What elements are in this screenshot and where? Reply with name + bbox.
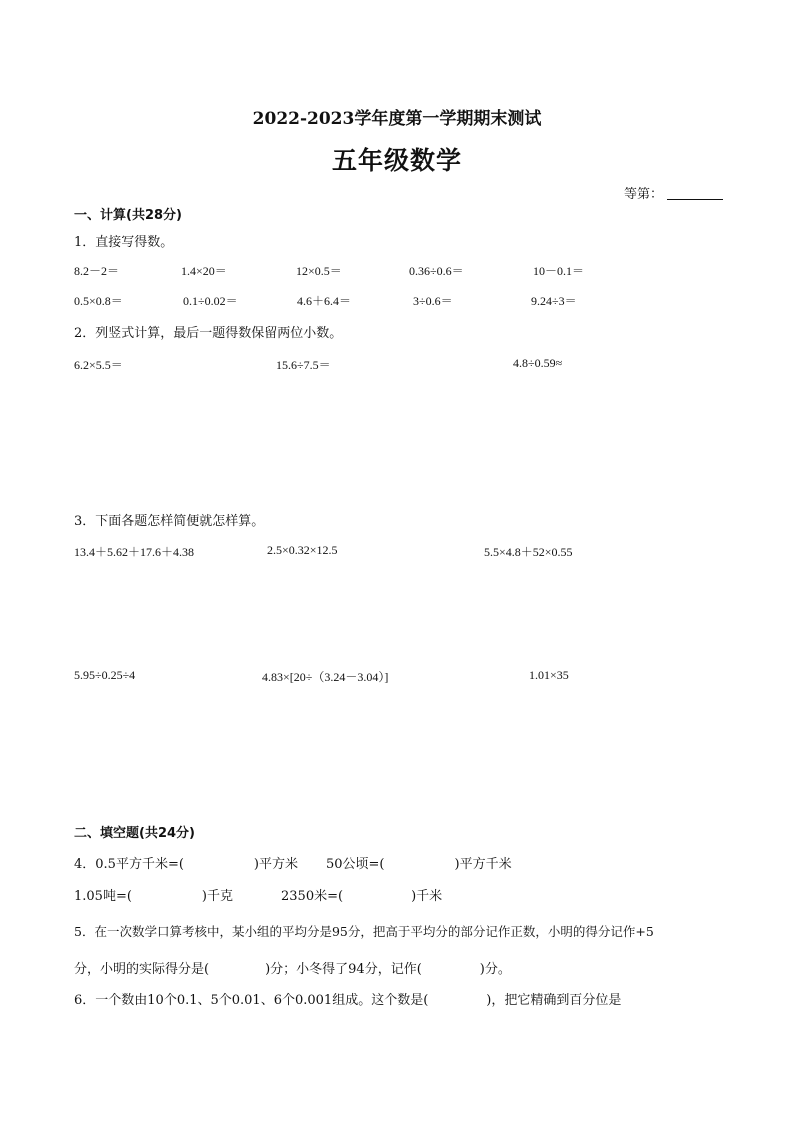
grade-field bbox=[624, 183, 723, 202]
q4-text: 1.05吨=( bbox=[74, 889, 132, 904]
q4-text: 50公顷=( bbox=[326, 857, 385, 872]
vertical-calc-item: 6.2×5.5＝ bbox=[74, 358, 123, 372]
simplify-calc-item: 5.5×4.8＋52×0.55 bbox=[484, 545, 573, 559]
question-4-line-2 bbox=[74, 885, 442, 904]
mental-calc-item: 0.5×0.8＝ bbox=[74, 294, 123, 308]
question-6-line-1 bbox=[74, 989, 621, 1008]
question-5-line-2 bbox=[74, 958, 511, 977]
exam-subtitle: 2022-2023学年度第一学期期末测试 bbox=[252, 109, 542, 129]
section-1-heading: 一、计算(共28分) bbox=[74, 208, 182, 223]
simplify-calc-item: 13.4＋5.62＋17.6＋4.38 bbox=[74, 545, 195, 559]
mental-calc-item: 3÷0.6＝ bbox=[413, 294, 453, 308]
simplify-calc-item: 5.95÷0.25÷4 bbox=[74, 668, 136, 682]
simplify-calc-item: 4.83×[20÷（3.24－3.04）] bbox=[262, 670, 389, 684]
q4-text: )平方千米 bbox=[454, 857, 512, 872]
question-5-line-1: 5．在一次数学口算考核中，某小组的平均分是95分，把高于平均分的部分记作正数，小明的得分记作+5 bbox=[74, 924, 654, 939]
vertical-calc-item: 15.6÷7.5＝ bbox=[276, 358, 331, 372]
mental-calc-item: 1.4×20＝ bbox=[181, 264, 227, 278]
q4-text: 4．0.5平方千米=( bbox=[74, 857, 184, 872]
question-1-prompt: 1．直接写得数。 bbox=[74, 235, 174, 250]
mental-calc-item: 9.24÷3＝ bbox=[531, 294, 577, 308]
simplify-calc-item: 2.5×0.32×12.5 bbox=[267, 543, 338, 557]
mental-calc-item: 8.2－2＝ bbox=[74, 264, 120, 278]
vertical-calc-item: 4.8÷0.59≈ bbox=[513, 356, 563, 370]
q6-text: 6．一个数由10个0.1、5个0.01、6个0.001组成。这个数是( bbox=[74, 993, 429, 1008]
mental-calc-item: 0.36÷0.6＝ bbox=[409, 264, 464, 278]
mental-calc-item: 12×0.5＝ bbox=[296, 264, 342, 278]
question-3-prompt: 3．下面各题怎样简便就怎样算。 bbox=[74, 514, 265, 529]
mental-calc-item: 4.6＋6.4＝ bbox=[297, 294, 352, 308]
grade-label: 等第： bbox=[624, 187, 664, 202]
grade-blank[interactable] bbox=[667, 199, 723, 200]
section-2-heading: 二、填空题(共24分) bbox=[74, 826, 195, 841]
q5-text: )分。 bbox=[479, 962, 511, 977]
q6-text: )，把它精确到百分位是 bbox=[486, 993, 622, 1008]
mental-calc-item: 10－0.1＝ bbox=[533, 264, 585, 278]
q4-text: )千克 bbox=[201, 889, 233, 904]
q5-text: 分，小明的实际得分是( bbox=[74, 962, 210, 977]
q4-text: )平方米 bbox=[253, 857, 298, 872]
page-title: 五年级数学 bbox=[331, 146, 462, 175]
q4-text: )千米 bbox=[411, 889, 443, 904]
q5-text: )分；小冬得了94分，记作( bbox=[265, 962, 422, 977]
simplify-calc-item: 1.01×35 bbox=[529, 668, 569, 682]
question-2-prompt: 2．列竖式计算，最后一题得数保留两位小数。 bbox=[74, 326, 343, 341]
mental-calc-item: 0.1÷0.02＝ bbox=[183, 294, 238, 308]
question-4-line-1 bbox=[74, 853, 512, 872]
q4-text: 2350米=( bbox=[281, 889, 344, 904]
